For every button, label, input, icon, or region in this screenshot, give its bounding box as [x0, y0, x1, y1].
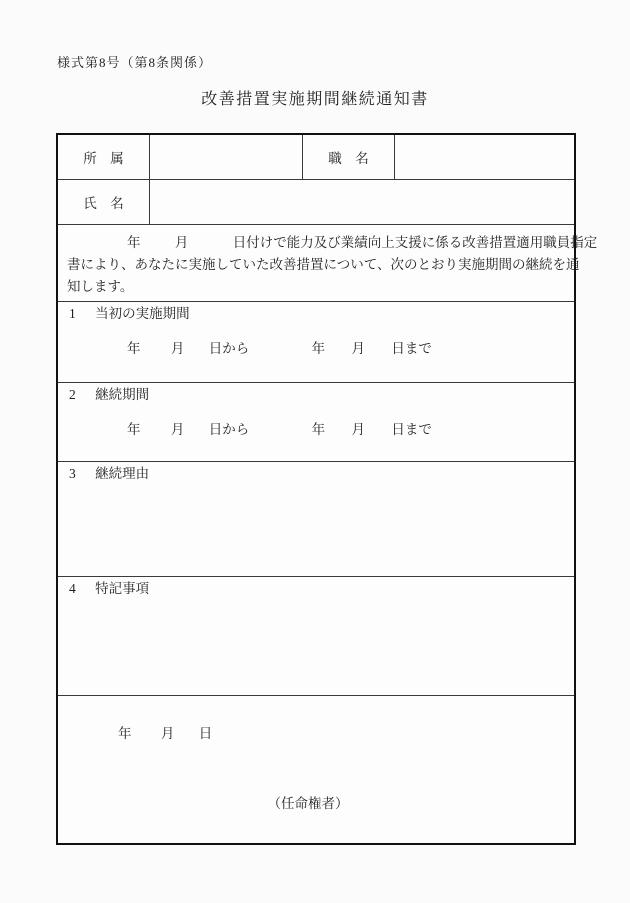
affiliation-jobtitle-row: [58, 135, 574, 180]
job-title-label: 職 名: [303, 135, 395, 179]
day-to-blank: 日まで: [391, 422, 432, 437]
day-blank: 日: [198, 726, 213, 741]
signature-block: [58, 696, 574, 843]
affiliation-label: 所 属: [58, 135, 150, 179]
section-title: 当初の実施期間: [95, 306, 190, 321]
notice-month-blank: 月: [174, 235, 189, 250]
continuation-period-date-blanks: [58, 422, 574, 438]
year-to-blank: 年: [311, 422, 326, 437]
day-to-blank: 日まで: [391, 341, 432, 356]
appointing-authority-label: （任命権者）: [267, 796, 349, 811]
section-continuation-reason-header: [58, 466, 574, 482]
day-from-blank: 日から: [208, 422, 250, 437]
form-code: 様式第8号（第8条関係）: [57, 55, 213, 70]
section-initial-period: [58, 302, 574, 383]
section-title: 特記事項: [95, 581, 150, 596]
section-number: 4: [69, 581, 76, 596]
notice-line1: [67, 232, 598, 254]
section-number: 2: [69, 387, 76, 402]
year-to-blank: 年: [311, 341, 326, 356]
year-from-blank: 年: [127, 341, 141, 356]
job-title-value-field: [395, 135, 574, 179]
section-initial-period-header: [58, 306, 574, 322]
notice-year-blank: 年: [127, 235, 141, 250]
affiliation-value-field: [150, 135, 303, 179]
notice-line3: 知します。: [67, 279, 134, 294]
notification-form-table: [56, 133, 598, 845]
day-from-blank: 日から: [208, 341, 250, 356]
notice-line2: 書により、あなたに実施していた改善措置について、次のとおり実施期間の継続を通: [67, 257, 580, 272]
name-value-field: [150, 180, 574, 224]
section-title: 継続理由: [95, 466, 150, 481]
section-continuation-reason: [58, 462, 574, 577]
initial-period-date-blanks: [58, 341, 574, 357]
notice-paragraph: [58, 225, 598, 302]
section-special-notes-header: [58, 581, 574, 597]
year-from-blank: 年: [127, 422, 141, 437]
section-continuation-period-header: [58, 387, 574, 403]
month-from-blank: 月: [170, 422, 185, 437]
month-to-blank: 月: [351, 341, 365, 356]
month-to-blank: 月: [351, 422, 365, 437]
notice-line1-text: 日付けで能力及び業績向上支援に係る改善措置適用職員指定: [232, 235, 598, 250]
month-from-blank: 月: [170, 341, 185, 356]
page-title: 改善措置実施期間継続通知書: [201, 91, 429, 108]
issue-date-blanks: [58, 726, 574, 742]
name-row: [58, 180, 574, 225]
section-title: 継続期間: [95, 387, 150, 402]
month-blank: 月: [160, 726, 175, 741]
name-label: 氏 名: [58, 180, 150, 224]
section-number: 1: [69, 306, 76, 321]
section-special-notes: [58, 577, 574, 696]
section-number: 3: [69, 466, 76, 481]
year-blank: 年: [118, 726, 132, 741]
section-continuation-period: [58, 383, 574, 462]
